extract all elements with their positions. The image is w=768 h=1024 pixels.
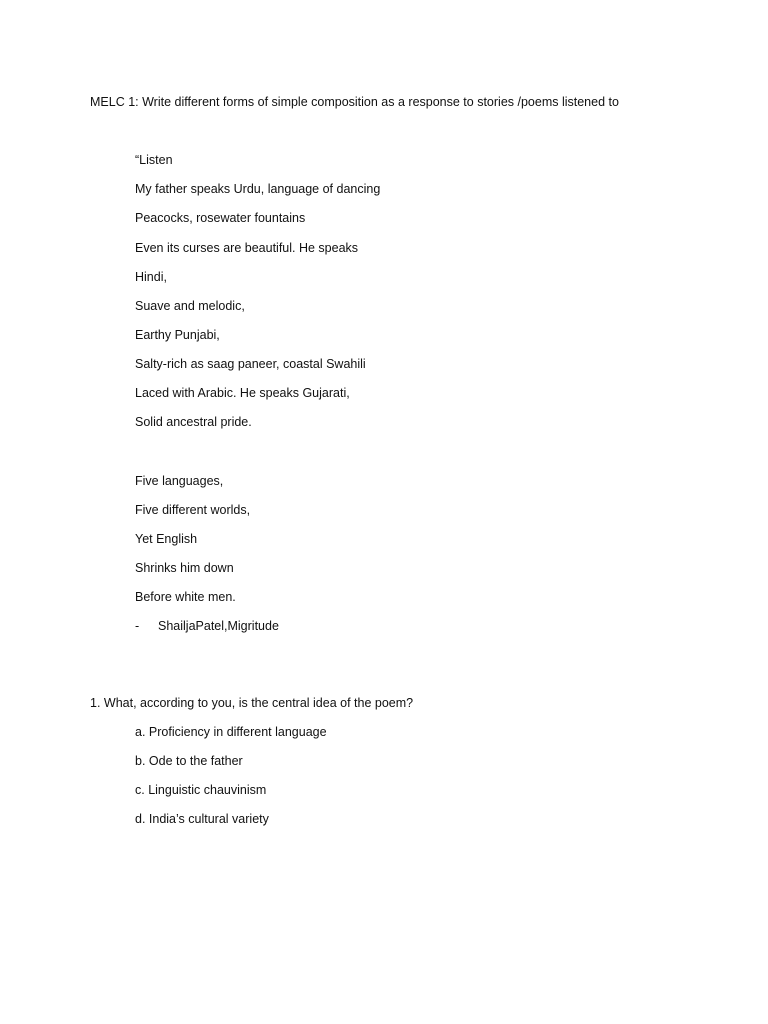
answer-option-c: c. Linguistic chauvinism — [135, 783, 267, 797]
poem-line: “Listen — [135, 153, 173, 167]
poem-line: Yet English — [135, 532, 198, 546]
poem-line: My father speaks Urdu, language of dancing — [135, 182, 381, 196]
poem-line: Salty-rich as saag paneer, coastal Swahili — [135, 357, 366, 371]
poem-line: Five different worlds, — [135, 503, 251, 517]
attribution-dash: - — [135, 619, 140, 633]
answer-option-d: d. India’s cultural variety — [135, 812, 269, 826]
poem-line: Laced with Arabic. He speaks Gujarati, — [135, 386, 350, 400]
poem-line: Solid ancestral pride. — [135, 415, 252, 429]
poem-line: Earthy Punjabi, — [135, 328, 220, 342]
poem-line: Five languages, — [135, 474, 224, 488]
poem-line: Even its curses are beautiful. He speaks — [135, 241, 359, 255]
answer-option-a: a. Proficiency in different language — [135, 725, 327, 739]
answer-option-b: b. Ode to the father — [135, 754, 243, 768]
poem-line: Peacocks, rosewater fountains — [135, 211, 306, 225]
question-text: 1. What, according to you, is the central idea of the poem? — [90, 696, 414, 710]
poem-line: Hindi, — [135, 270, 167, 284]
melc-heading: MELC 1: Write different forms of simple composition as a response to stories /poems listened to — [90, 95, 619, 109]
poem-line: Suave and melodic, — [135, 299, 245, 313]
poem-line: Shrinks him down — [135, 561, 234, 575]
attribution-text: ShailjaPatel,Migritude — [158, 619, 279, 633]
poem-line: Before white men. — [135, 590, 236, 604]
